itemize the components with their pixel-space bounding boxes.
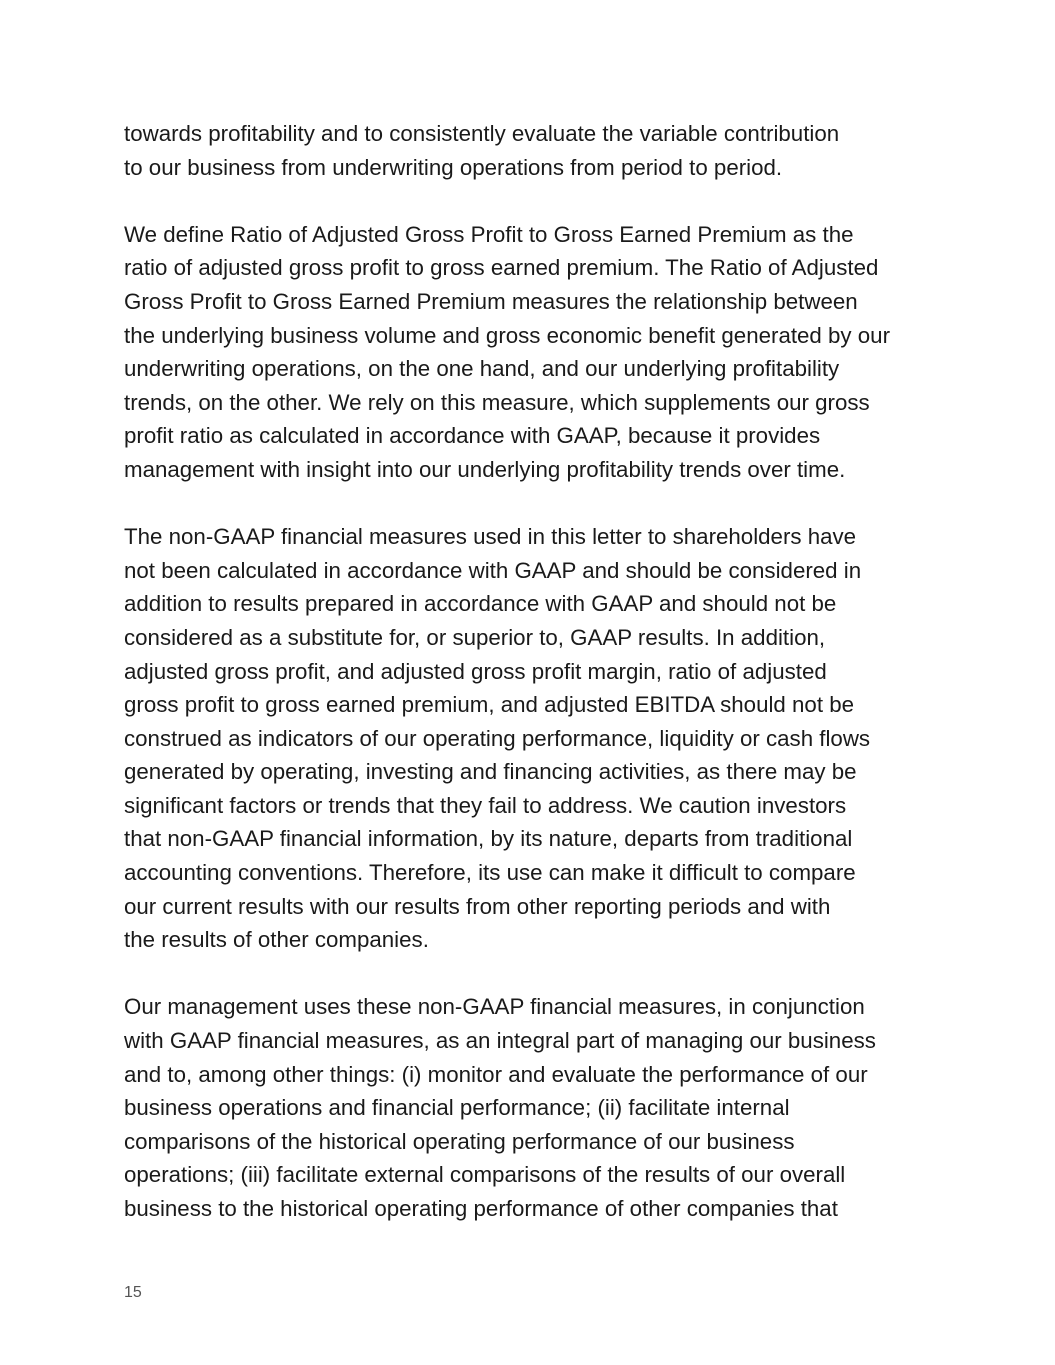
text-line: We define Ratio of Adjusted Gross Profit to Gross Earned Premium as the bbox=[124, 221, 854, 247]
text-line: operations; (iii) facilitate external comparisons of the results of our overall bbox=[124, 1162, 846, 1188]
text-line: addition to results prepared in accordance with GAAP and should not be bbox=[124, 591, 837, 617]
text-line: considered as a substitute for, or superior to, GAAP results. In addition, bbox=[124, 624, 826, 650]
paragraph-spacer bbox=[124, 487, 936, 521]
text-line: not been calculated in accordance with GAAP and should be considered in bbox=[124, 557, 862, 583]
text-line: construed as indicators of our operating performance, liquidity or cash flows bbox=[124, 725, 871, 751]
text-line: The non-GAAP financial measures used in this letter to shareholders have bbox=[124, 524, 857, 550]
text-line: Our management uses these non-GAAP financial measures, in conjunction bbox=[124, 994, 865, 1020]
text-line: comparisons of the historical operating performance of our business bbox=[124, 1128, 795, 1154]
text-line: to our business from underwriting operations from period to period. bbox=[124, 154, 783, 180]
text-line: with GAAP financial measures, as an integral part of managing our business bbox=[124, 1028, 876, 1054]
text-line: adjusted gross profit, and adjusted gross profit margin, ratio of adjusted bbox=[124, 658, 827, 684]
paragraph-spacer bbox=[124, 184, 936, 218]
text-line: towards profitability and to consistently evaluate the variable contribution bbox=[124, 121, 840, 146]
text-line: our current results with our results from other reporting periods and with bbox=[124, 893, 831, 919]
text-line: profit ratio as calculated in accordance with GAAP, because it provides bbox=[124, 423, 821, 449]
text-line: underwriting operations, on the one hand, and our underlying profitability bbox=[124, 356, 840, 382]
text-line: the underlying business volume and gross economic benefit generated by our bbox=[124, 322, 890, 348]
text-line: accounting conventions. Therefore, its use can make it difficult to compare bbox=[124, 860, 856, 886]
body-text bbox=[124, 117, 936, 1226]
text-line: significant factors or trends that they fail to address. We caution investors bbox=[124, 792, 847, 818]
paragraph bbox=[124, 520, 936, 957]
text-line: business operations and financial performance; (ii) facilitate internal bbox=[124, 1095, 790, 1121]
paragraph bbox=[124, 218, 936, 487]
text-line: ratio of adjusted gross profit to gross earned premium. The Ratio of Adjusted bbox=[124, 255, 879, 281]
page-number: 15 bbox=[124, 1284, 142, 1301]
text-line: the results of other companies. bbox=[124, 927, 429, 953]
text-line: business to the historical operating performance of other companies that bbox=[124, 1196, 838, 1221]
text-line: that non-GAAP financial information, by its nature, departs from traditional bbox=[124, 826, 853, 852]
text-line: generated by operating, investing and financing activities, as there may be bbox=[124, 759, 857, 785]
paragraph bbox=[124, 990, 936, 1225]
text-line: gross profit to gross earned premium, and adjusted EBITDA should not be bbox=[124, 692, 855, 718]
paragraph-spacer bbox=[124, 957, 936, 991]
text-line: management with insight into our underlying profitability trends over time. bbox=[124, 456, 846, 482]
text-line: and to, among other things: (i) monitor and evaluate the performance of our bbox=[124, 1061, 868, 1087]
text-line: Gross Profit to Gross Earned Premium measures the relationship between bbox=[124, 288, 858, 314]
paragraph bbox=[124, 117, 936, 184]
text-line: trends, on the other. We rely on this measure, which supplements our gross bbox=[124, 389, 870, 415]
